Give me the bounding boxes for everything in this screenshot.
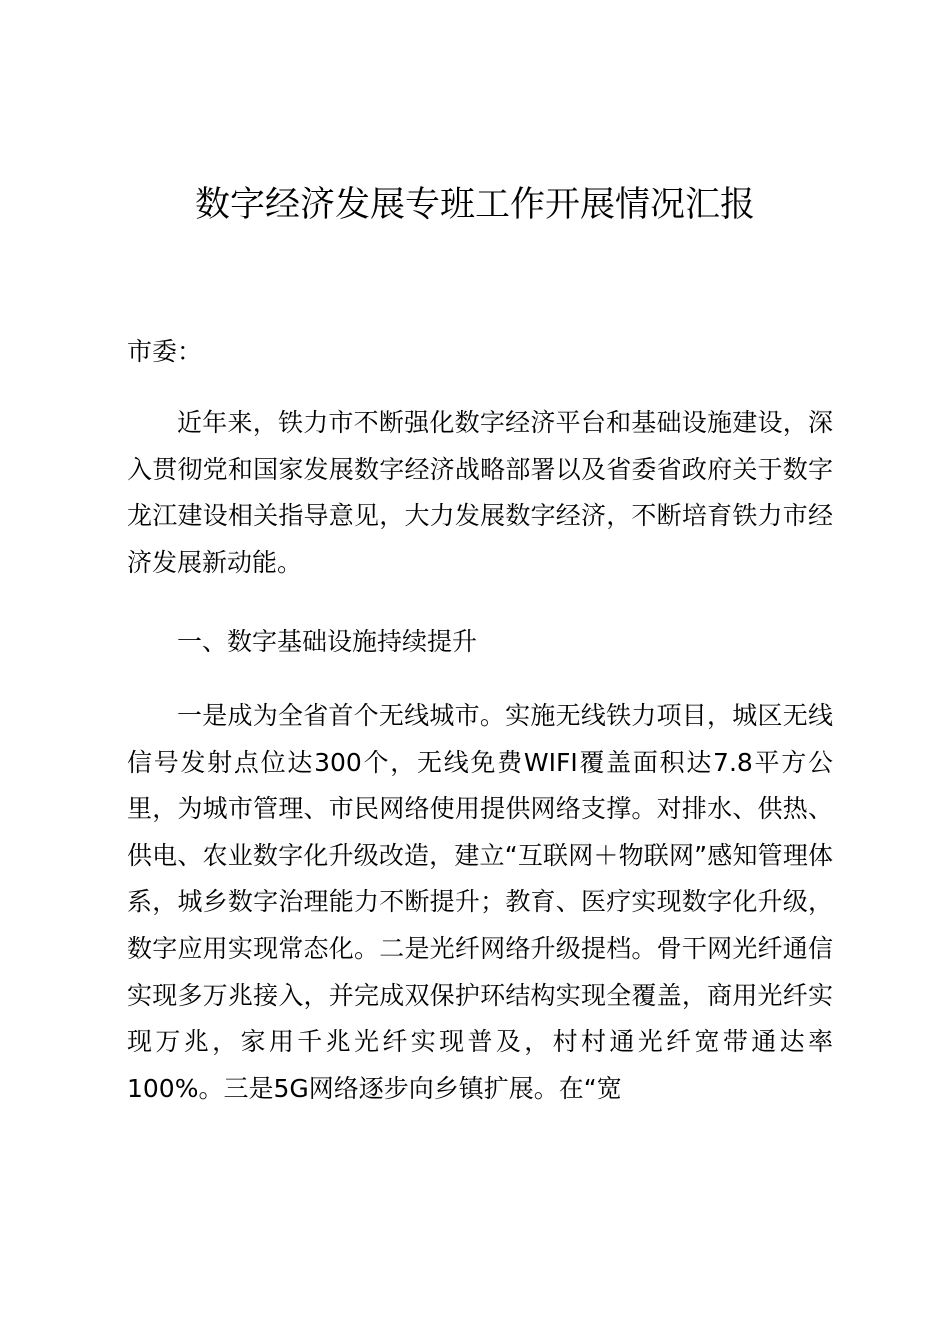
document-title: 数字经济发展专班工作开展情况汇报 bbox=[194, 185, 755, 225]
salutation: 市委： bbox=[127, 337, 203, 366]
section-paragraph: 一是成为全省首个无线城市。实施无线铁力项目，城区无线信号发射点位达300个，无线免费WIFI覆盖面积达7.8平方公里，为城市管理、市民网络使用提供网络支撑。对排水、供热、供电、农业数字化升级改造，建立“互联网＋物联网”感知管理体系，城乡数字治理能力不断提升；教育、医疗实现数字化升级，数字应用实现常态化。二是光纤网络升级提档。骨干网光纤通信实现多万兆接入，并完成双保护环结构实现全覆盖，商用光纤实现万兆，家用千兆光纤实现普及，村村通光纤宽带通达率100%。三是5G网络逐步向乡镇扩展。在“宽 bbox=[127, 701, 833, 1103]
intro-paragraph: 近年来，铁力市不断强化数字经济平台和基础设施建设，深入贯彻党和国家发展数字经济战略部署以及省委省政府关于数字龙江建设相关指导意见，大力发展数字经济，不断培育铁力市经济发展新动能。 bbox=[127, 408, 833, 577]
section-heading: 一、数字基础设施持续提升 bbox=[177, 627, 478, 656]
